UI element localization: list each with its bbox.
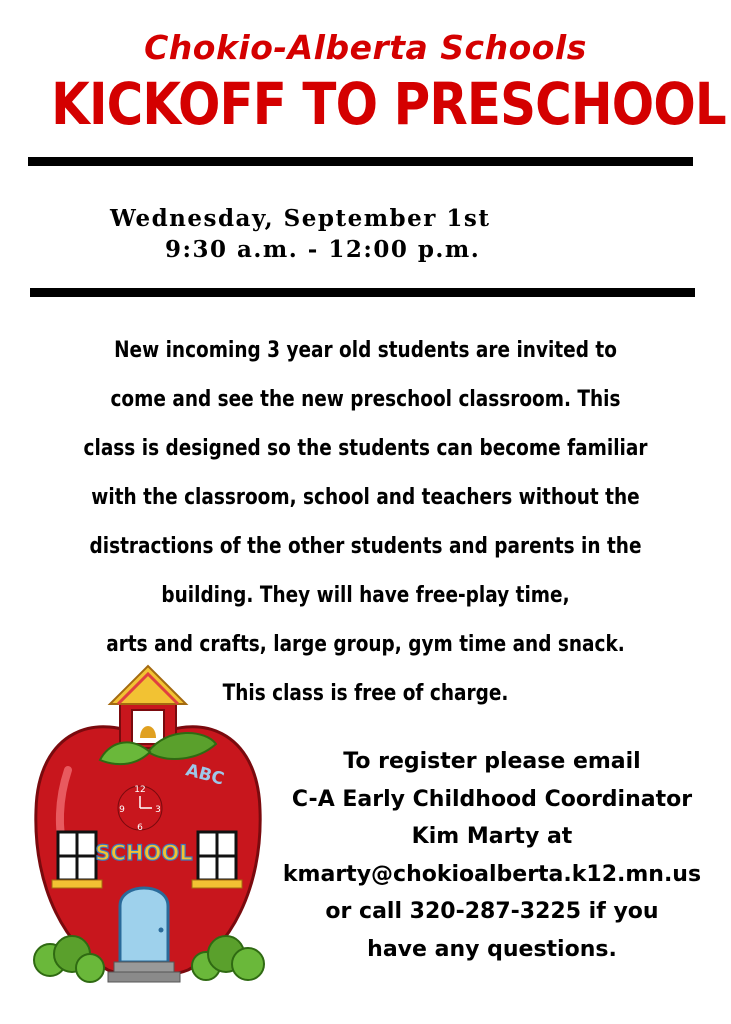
bottom-divider (30, 288, 695, 297)
event-title-heading: KICKOFF TO PRESCHOOL (51, 70, 726, 138)
event-time: 9:30 a.m. - 12:00 p.m. (165, 236, 481, 263)
register-line: Kim Marty at (411, 824, 573, 849)
description-line: This class is free of charge. (222, 681, 509, 706)
phone-line: or call 320-287-3225 if you (325, 899, 659, 924)
clock-9-label: 9 (119, 805, 125, 815)
register-line: have any questions. (367, 936, 617, 962)
clock-12-label: 12 (134, 785, 146, 795)
description-line: distractions of the other students and parents in the (89, 534, 642, 559)
apple-school-icon (28, 660, 268, 1000)
email-address[interactable]: kmarty@chokioalberta.k12.mn.us (282, 861, 702, 887)
school-name-heading: Chokio-Alberta Schools (144, 28, 587, 67)
description-line: New incoming 3 year old students are invited to (114, 338, 617, 363)
school-sign-label: SCHOOL (95, 841, 193, 865)
right-window-icon (192, 832, 242, 888)
clock-3-label: 3 (155, 805, 161, 815)
event-date: Wednesday, September 1st (110, 205, 491, 232)
description-line: come and see the new preschool classroom. This (110, 387, 621, 412)
register-line: To register please email (343, 749, 641, 774)
description-line: with the classroom, school and teachers without the (91, 485, 640, 510)
description-line: arts and crafts, large group, gym time and snack. (106, 632, 625, 657)
description-line: building. They will have free-play time, (161, 583, 570, 608)
register-line: C-A Early Childhood Coordinator (291, 786, 693, 812)
top-divider (28, 157, 693, 166)
registration-info (272, 743, 712, 968)
description-line: class is designed so the students can become familiar (83, 436, 648, 461)
abc-label: ABC (183, 760, 227, 790)
clock-6-label: 6 (137, 823, 143, 833)
